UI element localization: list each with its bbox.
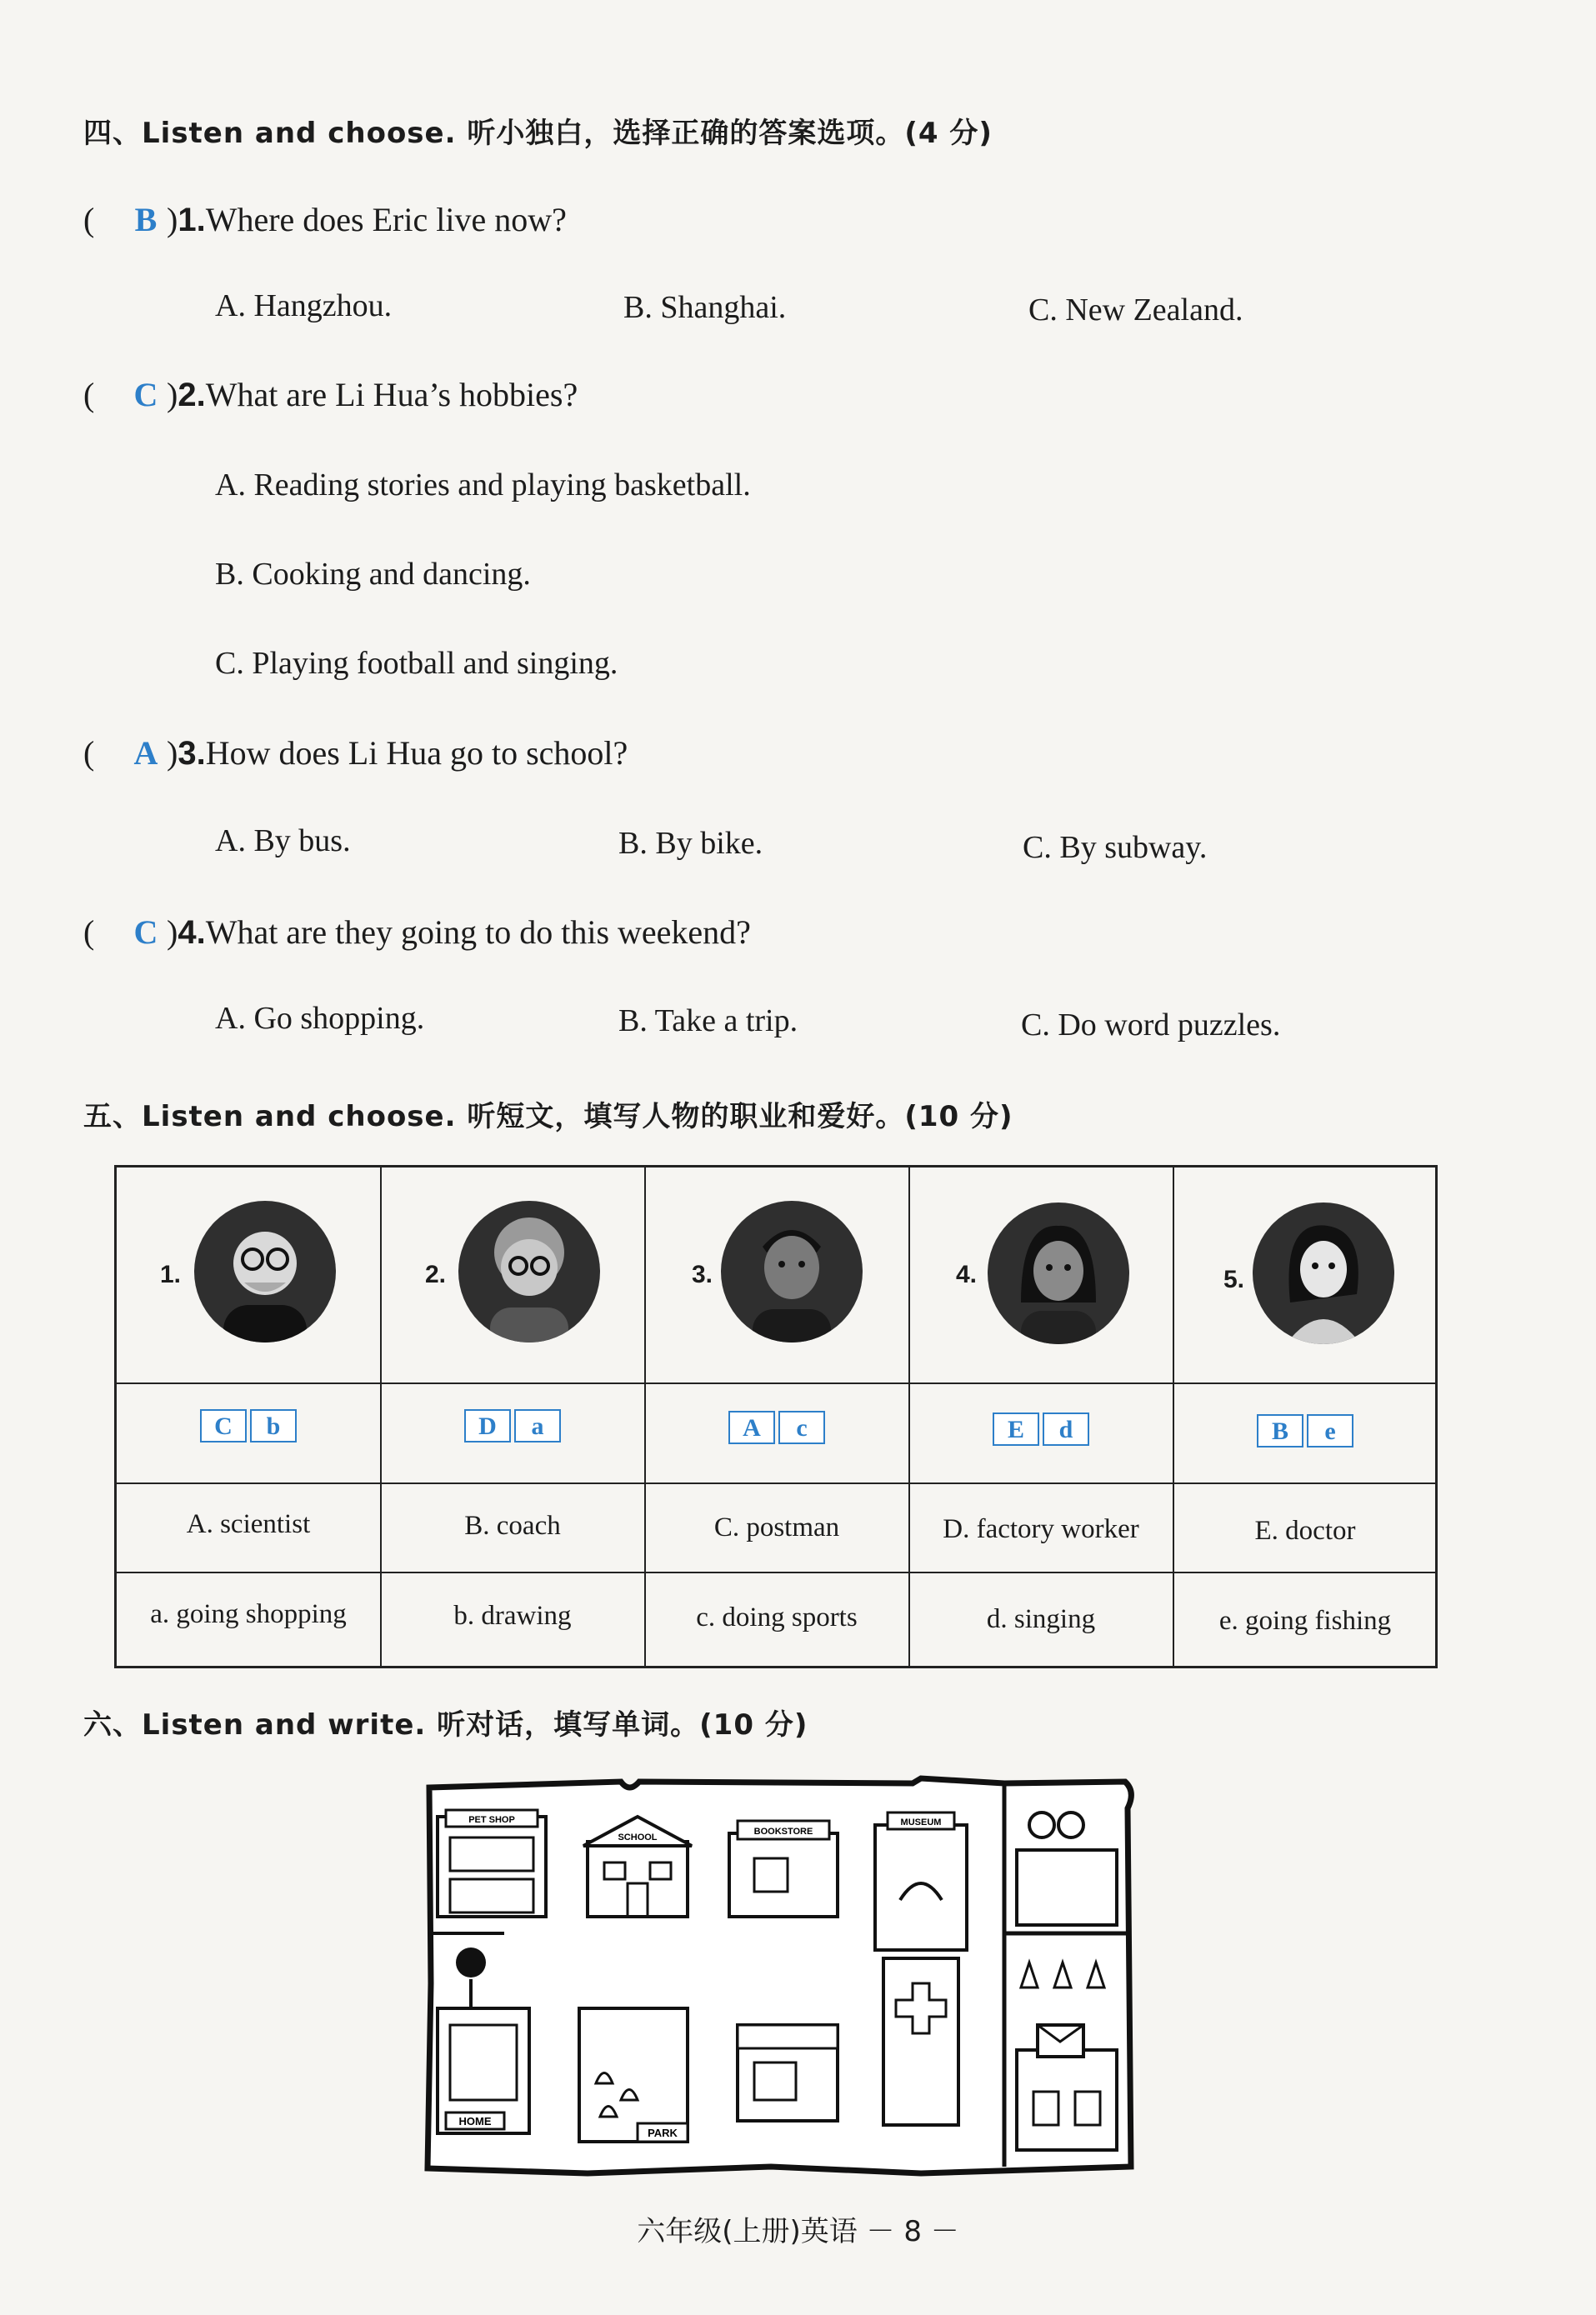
- q1-option-c: C. New Zealand.: [1028, 292, 1243, 328]
- town-map: [421, 1775, 1138, 2179]
- q2-option-b: B. Cooking and dancing.: [215, 557, 531, 592]
- person-1-job-answer: C: [200, 1409, 247, 1442]
- section-6-title: 六、Listen and write. 听对话，填写单词。(10 分): [83, 1708, 808, 1742]
- q3-option-a: A. By bus.: [215, 823, 351, 858]
- person-2-answers: [381, 1409, 644, 1442]
- person-1-number: 1.: [160, 1261, 182, 1288]
- person-3-hobby-answer: c: [778, 1411, 825, 1444]
- q4-option-b: B. Take a trip.: [618, 1003, 798, 1038]
- question-4-text: What are they going to do this weekend?: [205, 913, 751, 951]
- pet-shop-sign: PET SHOP: [468, 1815, 515, 1825]
- question-2: ( C )2.What are Li Hua’s hobbies?: [83, 376, 578, 413]
- person-1-portrait: [194, 1201, 336, 1342]
- person-1-hobby-answer: b: [250, 1409, 297, 1442]
- person-3-number: 3.: [692, 1261, 713, 1288]
- q1-option-a: A. Hangzhou.: [215, 288, 393, 323]
- person-2-number: 2.: [425, 1261, 447, 1288]
- question-3: ( A )3.How does Li Hua go to school?: [83, 734, 628, 772]
- job-option-a: A. scientist: [186, 1509, 311, 1539]
- q2-option-c: C. Playing football and singing.: [215, 646, 618, 681]
- museum-sign: MUSEUM: [900, 1818, 942, 1828]
- person-3-answers: [645, 1411, 908, 1444]
- q3-option-b: B. By bike.: [618, 826, 763, 861]
- q4-option-c: C. Do word puzzles.: [1021, 1008, 1281, 1042]
- school-sign: SCHOOL: [618, 1832, 658, 1842]
- q2-option-a: A. Reading stories and playing basketball.: [215, 468, 751, 502]
- person-3-portrait: [721, 1201, 863, 1342]
- question-3-text: How does Li Hua go to school?: [205, 734, 628, 772]
- question-1-text: Where does Eric live now?: [205, 201, 567, 238]
- person-4-number: 4.: [956, 1261, 978, 1288]
- answer-4: C: [133, 913, 158, 951]
- job-option-b: B. coach: [464, 1511, 561, 1541]
- answer-3: A: [133, 734, 158, 772]
- job-option-d: D. factory worker: [943, 1514, 1139, 1544]
- person-1-answers: [117, 1409, 380, 1442]
- question-2-text: What are Li Hua’s hobbies?: [205, 376, 578, 413]
- person-4-answers: [909, 1412, 1173, 1446]
- page-footer: 六年级(上册)英语 － 8 －: [637, 2215, 959, 2248]
- section-5-title: 五、Listen and choose. 听短文，填写人物的职业和爱好。(10 分): [83, 1100, 1013, 1133]
- person-5-number: 5.: [1223, 1266, 1245, 1293]
- person-5-answers: [1173, 1414, 1437, 1448]
- person-2-portrait: [458, 1201, 600, 1342]
- person-4-job-answer: E: [993, 1412, 1039, 1446]
- home-sign: HOME: [458, 2115, 492, 2128]
- person-5-hobby-answer: e: [1307, 1414, 1353, 1448]
- q4-option-a: A. Go shopping.: [215, 1001, 425, 1036]
- answer-1: B: [134, 201, 158, 238]
- person-2-hobby-answer: a: [514, 1409, 561, 1442]
- hobby-option-d: d. singing: [986, 1604, 1096, 1634]
- person-4-hobby-answer: d: [1043, 1412, 1089, 1446]
- question-1: ( B )1.Where does Eric live now?: [83, 201, 567, 238]
- hobby-option-c: c. doing sports: [696, 1602, 858, 1632]
- person-2-job-answer: D: [464, 1409, 511, 1442]
- bookstore-sign: BOOKSTORE: [753, 1827, 813, 1837]
- hobby-option-a: a. going shopping: [150, 1599, 347, 1629]
- question-4: ( C )4.What are they going to do this weekend?: [83, 913, 751, 951]
- q1-option-b: B. Shanghai.: [623, 290, 787, 325]
- answer-2: C: [133, 376, 158, 413]
- hobby-option-b: b. drawing: [453, 1601, 572, 1631]
- park-sign: PARK: [648, 2127, 678, 2139]
- section-4-title: 四、Listen and choose. 听小独白，选择正确的答案选项。(4 分): [83, 117, 993, 150]
- q3-option-c: C. By subway.: [1023, 830, 1208, 865]
- person-4-portrait: [988, 1202, 1129, 1344]
- jobs-hobbies-table: [114, 1165, 1438, 1668]
- job-option-e: E. doctor: [1254, 1516, 1356, 1546]
- person-5-portrait: [1253, 1202, 1394, 1344]
- person-5-job-answer: B: [1257, 1414, 1303, 1448]
- job-option-c: C. postman: [713, 1512, 840, 1542]
- hobby-option-e: e. going fishing: [1218, 1606, 1392, 1636]
- person-3-job-answer: A: [728, 1411, 775, 1444]
